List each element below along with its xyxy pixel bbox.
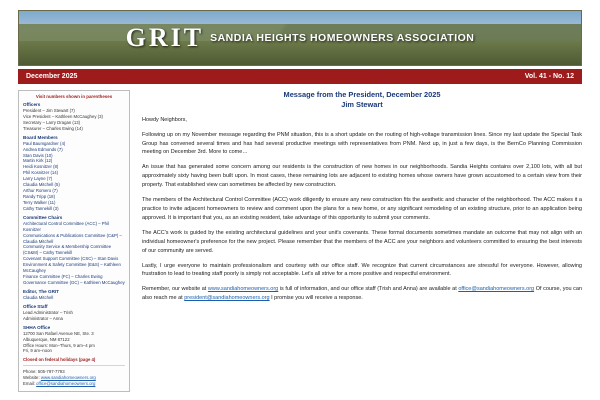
- article-paragraph: Following up on my November message regarding the PNM situation, this is a short update on the routing of high-voltage transmission lines. Since my last update the Special Task Group has convened several times and has had several productive meetings with representatives from PNM. Next up, in just a few days, is the BernCo Planning Commission meeting on December 3rd. More to come…: [142, 131, 582, 156]
- issue-volume: Vol. 41 - No. 12: [524, 73, 574, 80]
- masthead-title: GRIT: [125, 23, 205, 52]
- article-closing: [142, 285, 582, 303]
- sidebar-line: Claudia Mitchell: [23, 294, 54, 300]
- sidebar-directory: [18, 90, 130, 392]
- sidebar-line: Community Service & Membership Committee (CS&M) – Cathy Tannekill: [23, 244, 112, 256]
- sidebar-line: Fri, 9 am–noon: [23, 348, 52, 354]
- sidebar-email-link[interactable]: office@sandiahomeowners.org: [36, 381, 96, 387]
- closing-post-text: I promise you will receive a response.: [269, 295, 363, 302]
- sidebar-line: Terry Walker (11): [23, 199, 56, 205]
- sidebar-heading: SHHA Office: [23, 324, 51, 330]
- sidebar-line: Secretary – Larry Dragan (13): [23, 119, 81, 125]
- sidebar-line: Andrea Edmonds (7): [23, 146, 63, 152]
- sidebar-line: Claudia Mitchell (5): [23, 182, 60, 188]
- office-email-link[interactable]: office@sandiahomeowners.org: [458, 286, 535, 293]
- sidebar-line: Paul Baumgardner (4): [23, 140, 66, 146]
- sidebar-heading: Board Members: [23, 134, 58, 140]
- sidebar-divider: [23, 365, 125, 366]
- sidebar-line: Treasurer – Charles Ewing (14): [23, 125, 83, 131]
- sidebar-line: Environment & Safety Committee (E&S) – Kathleen McCaughey: [23, 262, 121, 274]
- article-title: [142, 90, 582, 111]
- article-paragraph: An issue that has generated some concern among our residents is the construction of new homes in our neighborhoods. Sandia Heights contains over 2,100 lots, with all but approximately sixty having been built upon. In most cases, these remaining lots are adjacent to existing homes whose owners have grown accustomed to a certain view from their property. That established view can sometimes be affected by new construction.: [142, 164, 582, 189]
- closing-mid2-text: Of course, you can also reach me at: [142, 286, 582, 302]
- sidebar-section-board: [23, 135, 125, 212]
- sidebar-line: Vice President – Kathleen McCaughey (3): [23, 113, 103, 119]
- closing-pre-text: Remember, our website at: [142, 286, 208, 293]
- sidebar-line: Architectural Control Committee (ACC) – Phil Kosnitzer: [23, 220, 109, 232]
- page-body: [18, 90, 582, 392]
- article-paragraph: The members of the Architectural Control Committee (ACC) work diligently to ensure any new construction fits the aesthetic and character of the neighborhood. The ACC makes it a practice to invite adjacent homeowners to review and comment upon the plans for a new home, or any significant remodeling of an existing structure, prior to an application being approved. It is important that you, as an existing resident, take advantage of this opportunity to submit your comments.: [142, 197, 582, 221]
- sidebar-section-editor: [23, 289, 125, 301]
- issue-bar: [18, 69, 582, 84]
- article-title-line1: Message from the President, December 2025: [283, 90, 441, 99]
- sidebar-line: Heidi Kosnitzer (8): [23, 164, 59, 170]
- sidebar-phone-label: Phone:: [23, 369, 37, 375]
- sidebar-phone-value: 505-797-7793: [37, 369, 65, 375]
- issue-date: December 2025: [26, 73, 78, 80]
- sidebar-line: President – Jim Stewart (7): [23, 108, 75, 113]
- sidebar-website-link[interactable]: www.sandiahomeowners.org: [40, 375, 96, 381]
- president-email-link[interactable]: president@sandiahomeowners.org: [184, 295, 270, 302]
- article-title-line2: Jim Stewart: [341, 100, 383, 110]
- sidebar-top-note: Visit numbers shown in parentheses: [35, 94, 113, 99]
- sidebar-section-officers: [23, 102, 125, 132]
- masthead-banner: [18, 10, 582, 66]
- sidebar-line: Covenant Support Committee (CSC) – Stan Davis: [23, 256, 119, 262]
- sidebar-heading: Editor, The GRIT: [23, 288, 59, 294]
- sidebar-line: Larry Layne (7): [23, 176, 53, 182]
- sidebar-heading: Committee Chairs: [23, 214, 63, 220]
- website-link[interactable]: www.sandiahomeowners.org: [207, 286, 279, 293]
- sidebar-line: Lead Administrator – Trish: [23, 309, 73, 315]
- sidebar-line: Phil Kosnitzer (14): [23, 170, 59, 176]
- sidebar-line: Stan Davis (10): [23, 152, 53, 158]
- article-paragraph: Howdy Neighbors,: [142, 116, 187, 123]
- sidebar-line: Communications & Publications Committee (C&P) – Claudia Mitchell: [23, 232, 122, 244]
- sidebar-line: Randy Tripp (18): [23, 193, 56, 199]
- article-paragraph: The ACC's work is guided by the existing architectural guidelines and your unit's covenants. These formal documents sometimes mandate an outcome that may not align with an individual homeowner's preference for the new project. Please remember that the members of the ACC are your neighbors and volunteers committed to ensuring the best interests of our community are served.: [142, 229, 582, 254]
- sidebar-section-office: [23, 325, 125, 355]
- closing-mid-text: is full of information, and our office staff (Trish and Anna) are available at: [278, 286, 459, 293]
- sidebar-website-label: Website:: [23, 375, 40, 381]
- sidebar-line: Office Hours: Mon–Thurs, 9 am–4 pm: [23, 342, 95, 348]
- sidebar-heading: Officers: [23, 102, 41, 107]
- sidebar-heading: Office Staff: [23, 303, 48, 309]
- article-column: [140, 90, 582, 392]
- sidebar-line: Martin Kirk (12): [23, 158, 53, 164]
- masthead-subtitle: SANDIA HEIGHTS HOMEOWNERS ASSOCIATION: [210, 32, 475, 44]
- sidebar-line: Governance Committee (GC) – Kathleen McCaughey: [23, 279, 125, 285]
- sidebar-section-office-staff: [23, 304, 125, 322]
- sidebar-section-committees: [23, 215, 125, 286]
- sidebar-line: Administrator – Anna: [23, 315, 63, 321]
- sidebar-email: [23, 381, 125, 387]
- sidebar-email-label: Email:: [23, 381, 35, 387]
- sidebar-line: Albuquerque, NM 87122: [23, 336, 70, 342]
- sidebar-line: Cathy Tannekill (3): [23, 205, 59, 211]
- sidebar-line: Arthur Romero (7): [23, 188, 58, 194]
- masthead-title-group: [19, 23, 581, 53]
- sidebar-contact: [23, 369, 125, 387]
- sidebar-line: 12700 San Rafael Avenue NE, Ste. 3: [23, 330, 94, 336]
- sidebar-closed-note: Closed on federal holidays (page 4): [23, 357, 96, 363]
- sidebar-line: Finance Committee (FC) – Charles Ewing: [23, 274, 103, 280]
- article-paragraph: Lastly, I urge everyone to maintain professionalism and courtesy with our office staff. We recognize that current circumstances are stressful for everyone. However, allowing frustration to lead to treating staff poorly is simply not acceptable. Let's all strive for a more positive and respectful environment.: [142, 262, 582, 278]
